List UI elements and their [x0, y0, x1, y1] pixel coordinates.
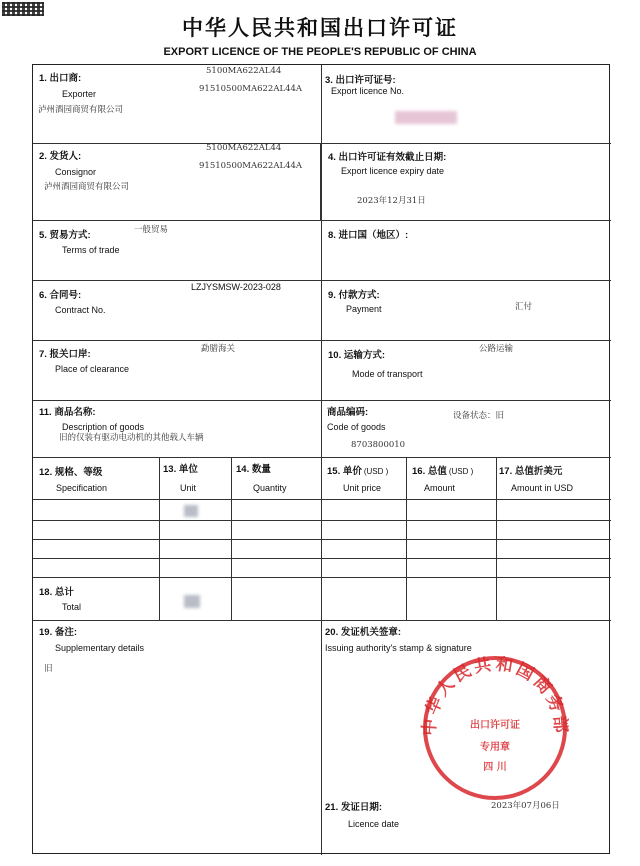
consignor-label: 2. 发货人:: [39, 151, 82, 162]
seal-ring-text: 中华人民共和国商务部: [419, 654, 571, 737]
supplementary-value: 旧: [44, 664, 53, 674]
goods-label: 11. 商品名称:: [39, 407, 96, 418]
col-unit-label: 13. 单位: [163, 464, 198, 475]
document-title-cn: 中华人民共和国出口许可证: [182, 16, 458, 40]
consignor-value: 泸州酒园商贸有限公司: [44, 182, 130, 192]
col-spec-label: 12. 规格、等级: [39, 467, 103, 478]
exporter-sub: Exporter: [62, 89, 97, 99]
col-usd-label: 17. 总值折美元: [499, 466, 563, 477]
exporter-value: 泸州酒园商贸有限公司: [38, 105, 124, 115]
licence-date-label: 21. 发证日期:: [325, 802, 383, 813]
col-spec-sub: Specification: [56, 483, 108, 493]
transport-sub: Mode of transport: [352, 369, 423, 379]
licence-no-label: 3. 出口许可证号:: [325, 75, 396, 86]
clearance-value: 勐腊海关: [201, 344, 236, 354]
clearance-label: 7. 报关口岸:: [39, 349, 91, 360]
col-amount-label: [412, 463, 473, 477]
expiry-label: 4. 出口许可证有效截止日期:: [328, 152, 447, 163]
total-label: 18. 总计: [39, 587, 74, 598]
payment-label: 9. 付款方式:: [328, 290, 380, 301]
terms-of-trade-value: 一般贸易: [134, 225, 169, 235]
col-unit-price-text: 15. 单价: [327, 466, 362, 477]
consignor-sub: Consignor: [55, 167, 97, 177]
issuing-authority-sub: Issuing authority's stamp & signature: [325, 643, 472, 653]
col-qty-sub: Quantity: [253, 483, 287, 493]
payment-value: 汇付: [515, 302, 533, 312]
col-qty-label: 14. 数量: [236, 464, 271, 475]
hs-code-value: 8703800010: [351, 440, 406, 450]
redacted-total-cell: [184, 595, 200, 608]
official-seal-stamp: [410, 650, 580, 800]
exporter-label: 1. 出口商:: [39, 73, 82, 84]
goods-value: 旧的仅装有驱动电动机的其他载人车辆: [59, 433, 204, 443]
redacted-unit-cell: [184, 505, 198, 517]
contract-no-value: LZJYSMSW-2023-028: [191, 282, 281, 292]
clearance-sub: Place of clearance: [55, 364, 130, 374]
import-country-label: 8. 进口国（地区）:: [328, 230, 409, 241]
supplementary-sub: Supplementary details: [55, 643, 145, 653]
licence-date-sub: Licence date: [348, 819, 400, 829]
col-amount-currency: (USD ): [448, 467, 474, 476]
supplementary-label: 19. 备注:: [39, 627, 78, 638]
seal-line-3: 四 川: [483, 762, 507, 773]
col-unit-price-sub: Unit price: [343, 483, 382, 493]
contract-no-label: 6. 合同号:: [39, 290, 82, 301]
hs-code-label: 商品编码:: [327, 407, 369, 418]
exporter-code-1: 5100MA622AL44: [206, 66, 282, 76]
exporter-code-2: 91510500MA622AL44A: [199, 84, 303, 94]
expiry-sub: Export licence expiry date: [341, 166, 445, 176]
terms-of-trade-sub: Terms of trade: [62, 245, 120, 255]
document-title-en: EXPORT LICENCE OF THE PEOPLE'S REPUBLIC OF CHINA: [163, 46, 477, 58]
licence-date-value: 2023年07月06日: [491, 801, 560, 811]
equipment-status: 设备状态：旧: [453, 411, 505, 421]
licence-no-sub: Export licence No.: [331, 86, 405, 96]
col-usd-sub: Amount in USD: [511, 483, 574, 493]
expiry-value: 2023年12月31日: [357, 196, 426, 206]
terms-of-trade-label: 5. 贸易方式:: [39, 230, 91, 241]
transport-label: 10. 运输方式:: [328, 350, 386, 361]
total-sub: Total: [62, 602, 82, 612]
col-amount-text: 16. 总值: [412, 466, 447, 477]
col-amount-sub: Amount: [424, 483, 456, 493]
issuing-authority-label: 20. 发证机关签章:: [325, 627, 402, 638]
col-unit-price-currency: (USD ): [363, 467, 389, 476]
seal-line-2: 专用章: [480, 742, 510, 753]
hs-code-sub: Code of goods: [327, 422, 386, 432]
goods-sub: Description of goods: [62, 422, 145, 432]
transport-value: 公路运输: [479, 344, 514, 354]
seal-line-1: 出口许可证: [470, 720, 520, 731]
col-unit-price-label: [327, 463, 388, 477]
consignor-code-2: 91510500MA622AL44A: [199, 161, 303, 171]
consignor-code-1: 5100MA622AL44: [206, 143, 282, 153]
payment-sub: Payment: [346, 304, 382, 314]
redacted-licence-number: [395, 111, 457, 124]
contract-no-sub: Contract No.: [55, 305, 106, 315]
col-unit-sub: Unit: [180, 483, 197, 493]
